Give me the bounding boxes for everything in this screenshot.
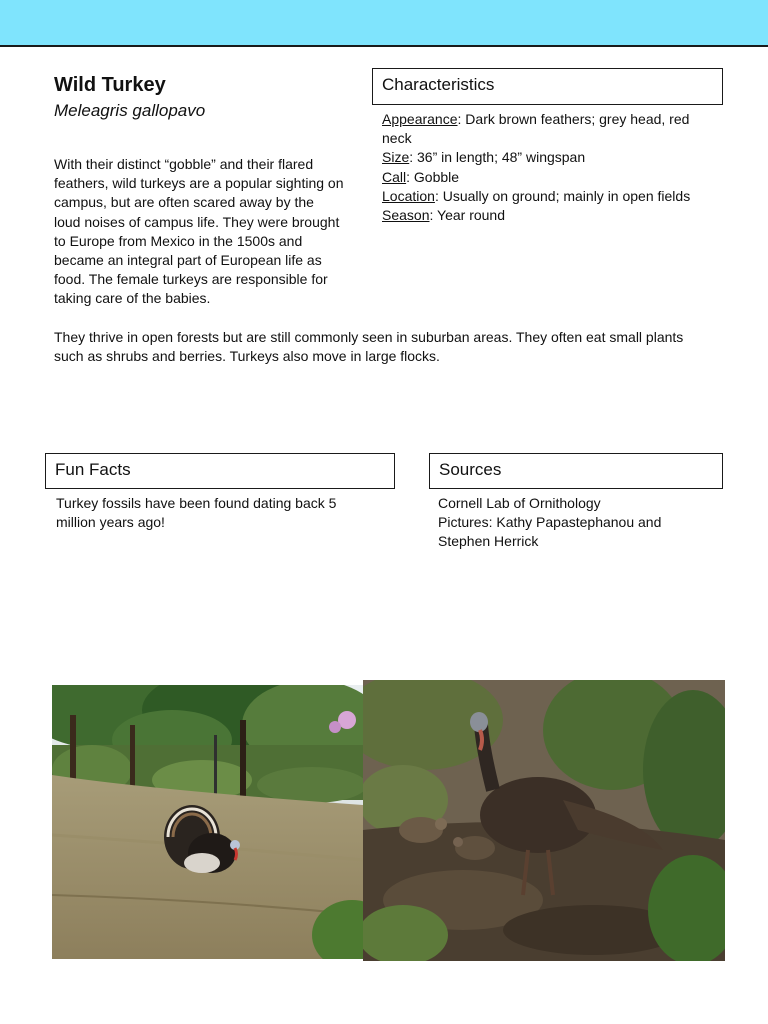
- characteristic-value: : Gobble: [406, 168, 460, 185]
- source-line: Cornell Lab of Ornithology: [438, 495, 601, 511]
- sources-heading: Sources: [429, 453, 723, 489]
- characteristic-label: Size: [382, 149, 410, 166]
- header-bar: [0, 0, 768, 47]
- description-intro: With their distinct “gobble” and their flared feathers, wild turkeys are a popular sighting on campus, but are often scared away by the loud noises of campus life. They were brought to Europe from Mexico in the 1500s and became an integral part of European life as food. The female turkeys are responsible for taking care of the babies.: [54, 156, 344, 307]
- characteristic-value: : Year round: [429, 207, 505, 224]
- description-continued: They thrive in open forests but are still commonly seen in suburban areas. They often eat small plants such as shrubs and berries. Turkeys also move in large flocks.: [54, 329, 684, 365]
- species-scientific-name: Meleagris gallopavo: [54, 101, 206, 120]
- characteristic-label: Call: [382, 168, 407, 185]
- characteristic-call: [382, 168, 712, 187]
- characteristic-label: Season: [382, 207, 430, 224]
- source-line: Pictures: Kathy Papastephanou and Stephen Herrick: [438, 514, 662, 550]
- characteristic-value: : 36” in length; 48” wingspan: [409, 149, 586, 166]
- characteristic-value: : Usually on ground; mainly in open fields: [434, 187, 691, 204]
- characteristic-label: Location: [382, 187, 435, 204]
- photo-turkey-with-chicks: [363, 680, 725, 961]
- characteristic-size: [382, 148, 712, 167]
- characteristic-label: Appearance: [382, 111, 458, 127]
- photo-turkey-displaying: [52, 685, 363, 959]
- characteristic-appearance: [382, 110, 712, 148]
- fun-facts-heading: Fun Facts: [45, 453, 395, 489]
- characteristic-season: [382, 206, 712, 225]
- fun-facts-text: Turkey fossils have been found dating back 5 million years ago!: [56, 495, 337, 531]
- characteristics-list: [382, 110, 712, 225]
- species-common-name: Wild Turkey: [54, 74, 166, 96]
- characteristic-value: : Dark brown feathers; grey head, red neck: [382, 111, 690, 147]
- characteristic-location: [382, 187, 712, 206]
- sources-list: [438, 494, 708, 552]
- characteristics-heading: Characteristics: [372, 68, 723, 105]
